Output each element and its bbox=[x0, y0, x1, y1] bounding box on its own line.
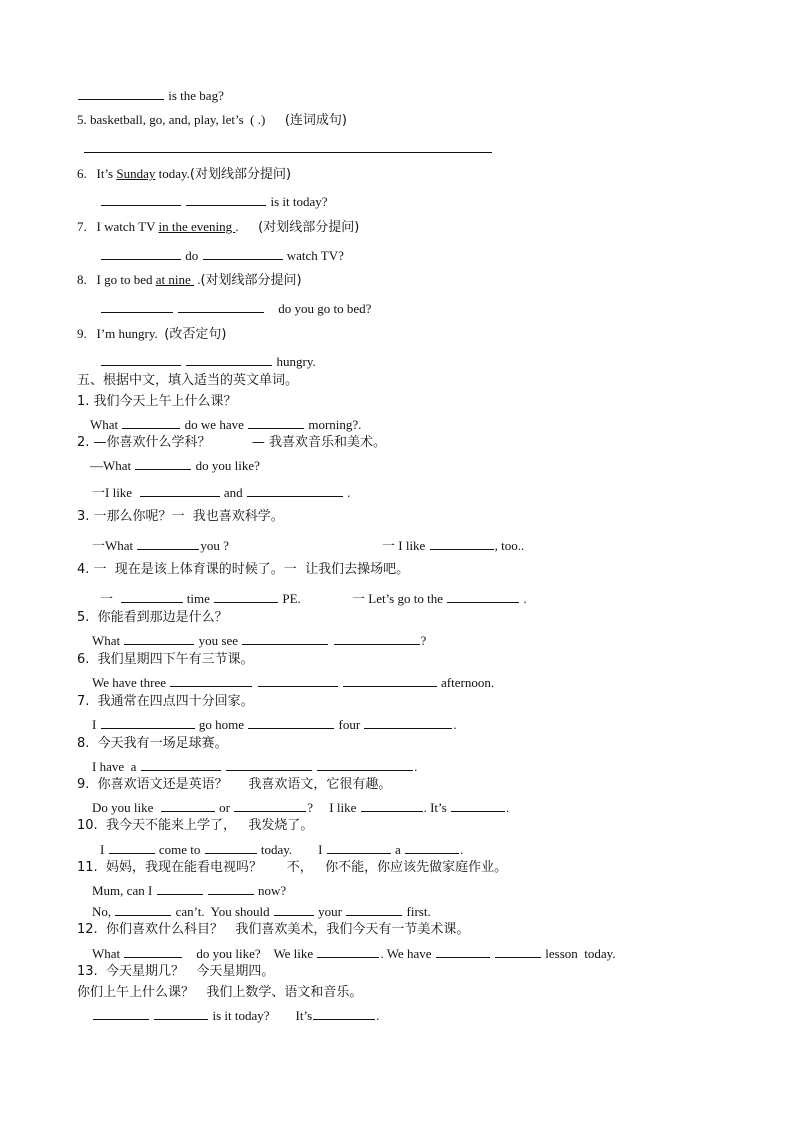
q12-prompt: 12. 你们喜欢什么科目？ 我们喜欢美术，我们今天有一节美术课。 bbox=[77, 922, 470, 937]
answer-blank[interactable] bbox=[327, 840, 391, 854]
answer-blank[interactable] bbox=[248, 415, 304, 429]
answer-blank[interactable] bbox=[178, 299, 264, 313]
q5-prompt: 5. 你能看到那边是什么？ bbox=[77, 610, 228, 625]
answer-blank[interactable] bbox=[203, 246, 283, 260]
q6-answer: We have three afternoon. bbox=[92, 675, 495, 690]
answer-blank[interactable] bbox=[157, 881, 203, 895]
answer-blank[interactable] bbox=[124, 631, 194, 645]
q2-prompt: 2. —你喜欢什么学科？ — 我喜欢音乐和美术。 bbox=[77, 435, 386, 450]
q3-prompt: 3. 一那么你呢？一 我也喜欢科学。 bbox=[77, 509, 284, 524]
answer-blank[interactable] bbox=[208, 881, 254, 895]
answer-blank[interactable] bbox=[101, 246, 181, 260]
answer-blank[interactable] bbox=[137, 536, 199, 550]
item-6-sentence: 6. It’s Sunday today.(对划线部分提问) bbox=[77, 166, 292, 182]
answer-blank[interactable] bbox=[93, 1006, 149, 1020]
answer-blank[interactable] bbox=[121, 589, 183, 603]
q9-prompt: 9. 你喜欢语文还是英语？ 我喜欢语文，它很有趣。 bbox=[77, 777, 392, 792]
answer-blank[interactable] bbox=[101, 192, 181, 206]
q13-prompt: 13. 今天星期几？ 今天星期四。 bbox=[77, 964, 275, 979]
item-9-answer: hungry. bbox=[100, 352, 316, 370]
answer-blank[interactable] bbox=[101, 715, 195, 729]
answer-blank[interactable] bbox=[436, 944, 490, 958]
answer-blank[interactable] bbox=[205, 840, 257, 854]
q8-prompt: 8. 今天我有一场足球赛。 bbox=[77, 736, 228, 751]
answer-blank[interactable] bbox=[186, 192, 266, 206]
q4-answer-a: 一 time PE. bbox=[100, 591, 301, 606]
answer-line[interactable] bbox=[84, 152, 492, 153]
answer-blank[interactable] bbox=[447, 589, 519, 603]
answer-blank[interactable] bbox=[154, 1006, 208, 1020]
q10-answer: I come to today. I a . bbox=[100, 842, 464, 857]
answer-blank[interactable] bbox=[226, 757, 312, 771]
answer-blank[interactable] bbox=[234, 798, 306, 812]
answer-blank[interactable] bbox=[258, 673, 338, 687]
q12-answer: What do you like? We like . We have lesson today. bbox=[92, 946, 616, 961]
answer-blank[interactable] bbox=[101, 352, 181, 366]
q11-answer-b: No, can’t. You should your first. bbox=[92, 904, 431, 919]
q6-prompt: 6. 我们星期四下午有三节课。 bbox=[77, 652, 254, 667]
q1-prompt: 1. 我们今天上午上什么课？ bbox=[77, 394, 237, 409]
answer-blank[interactable] bbox=[122, 415, 180, 429]
q4-prompt: 4. 一 现在是该上体育课的时候了。一 让我们去操场吧。 bbox=[77, 562, 410, 577]
q13-answer: is it today? It’s . bbox=[92, 1006, 379, 1024]
q4-answer-b: 一 Let’s go to the . bbox=[352, 591, 527, 606]
q3-answer-a: 一What you ? bbox=[92, 538, 229, 553]
answer-blank[interactable] bbox=[334, 631, 420, 645]
q2-answer-a: —What do you like? bbox=[90, 458, 260, 473]
answer-blank[interactable] bbox=[346, 902, 402, 916]
q10-prompt: 10. 我今天不能来上学了， 我发烧了。 bbox=[77, 818, 314, 833]
answer-blank[interactable] bbox=[161, 798, 215, 812]
answer-blank[interactable] bbox=[140, 483, 220, 497]
q1-answer: What do we have morning?. bbox=[90, 417, 362, 432]
answer-blank[interactable] bbox=[405, 840, 459, 854]
answer-blank[interactable] bbox=[495, 944, 541, 958]
q5-answer: What you see ? bbox=[92, 633, 427, 648]
answer-blank[interactable] bbox=[361, 798, 423, 812]
answer-blank[interactable] bbox=[135, 456, 191, 470]
answer-blank[interactable] bbox=[274, 902, 314, 916]
q13-prompt-2: 你们上午上什么课？ 我们上数学、语文和音乐。 bbox=[77, 985, 363, 1000]
answer-blank[interactable] bbox=[313, 1006, 375, 1020]
item-5-reorder: 5. basketball, go, and, play, let’s ( .) (连词成句) bbox=[77, 112, 347, 128]
item-8-answer: do you go to bed? bbox=[100, 299, 371, 317]
answer-blank[interactable] bbox=[170, 673, 252, 687]
answer-blank[interactable] bbox=[430, 536, 494, 550]
q2-answer-b: 一I like and . bbox=[92, 485, 351, 500]
answer-blank[interactable] bbox=[343, 673, 437, 687]
item-6-answer: is it today? bbox=[100, 192, 328, 210]
answer-blank[interactable] bbox=[317, 944, 379, 958]
q9-answer: Do you like or ? I like . It’s . bbox=[92, 800, 510, 815]
answer-blank[interactable] bbox=[124, 944, 182, 958]
answer-blank[interactable] bbox=[101, 299, 173, 313]
q11-answer-a: Mum, can I now? bbox=[92, 883, 287, 898]
item-7-sentence: 7. I watch TV in the evening . (对划线部分提问) bbox=[77, 219, 360, 235]
q7-prompt: 7. 我通常在四点四十分回家。 bbox=[77, 694, 254, 709]
q7-answer: I go home four . bbox=[92, 717, 457, 732]
answer-blank[interactable] bbox=[247, 483, 343, 497]
answer-blank[interactable] bbox=[214, 589, 278, 603]
answer-blank[interactable] bbox=[109, 840, 155, 854]
item-7-answer: do watch TV? bbox=[100, 246, 344, 264]
answer-blank[interactable] bbox=[115, 902, 171, 916]
answer-blank[interactable] bbox=[364, 715, 452, 729]
item-9-sentence: 9. I’m hungry. (改否定句) bbox=[77, 326, 227, 342]
answer-blank[interactable] bbox=[141, 757, 221, 771]
answer-blank[interactable] bbox=[317, 757, 413, 771]
item-8-sentence: 8. I go to bed at nine .(对划线部分提问) bbox=[77, 272, 302, 288]
answer-blank[interactable] bbox=[451, 798, 505, 812]
answer-blank[interactable] bbox=[78, 86, 164, 100]
answer-blank[interactable] bbox=[248, 715, 334, 729]
q3-answer-b: 一 I like , too.. bbox=[382, 538, 525, 553]
line-bag-question: is the bag? bbox=[77, 86, 224, 104]
answer-blank[interactable] bbox=[242, 631, 328, 645]
section-5-heading: 五、根据中文，填入适当的英文单词。 bbox=[77, 373, 299, 388]
answer-blank[interactable] bbox=[186, 352, 272, 366]
q8-answer: I have a . bbox=[92, 759, 418, 774]
q11-prompt: 11. 妈妈，我现在能看电视吗？ 不， 你不能，你应该先做家庭作业。 bbox=[77, 860, 508, 875]
